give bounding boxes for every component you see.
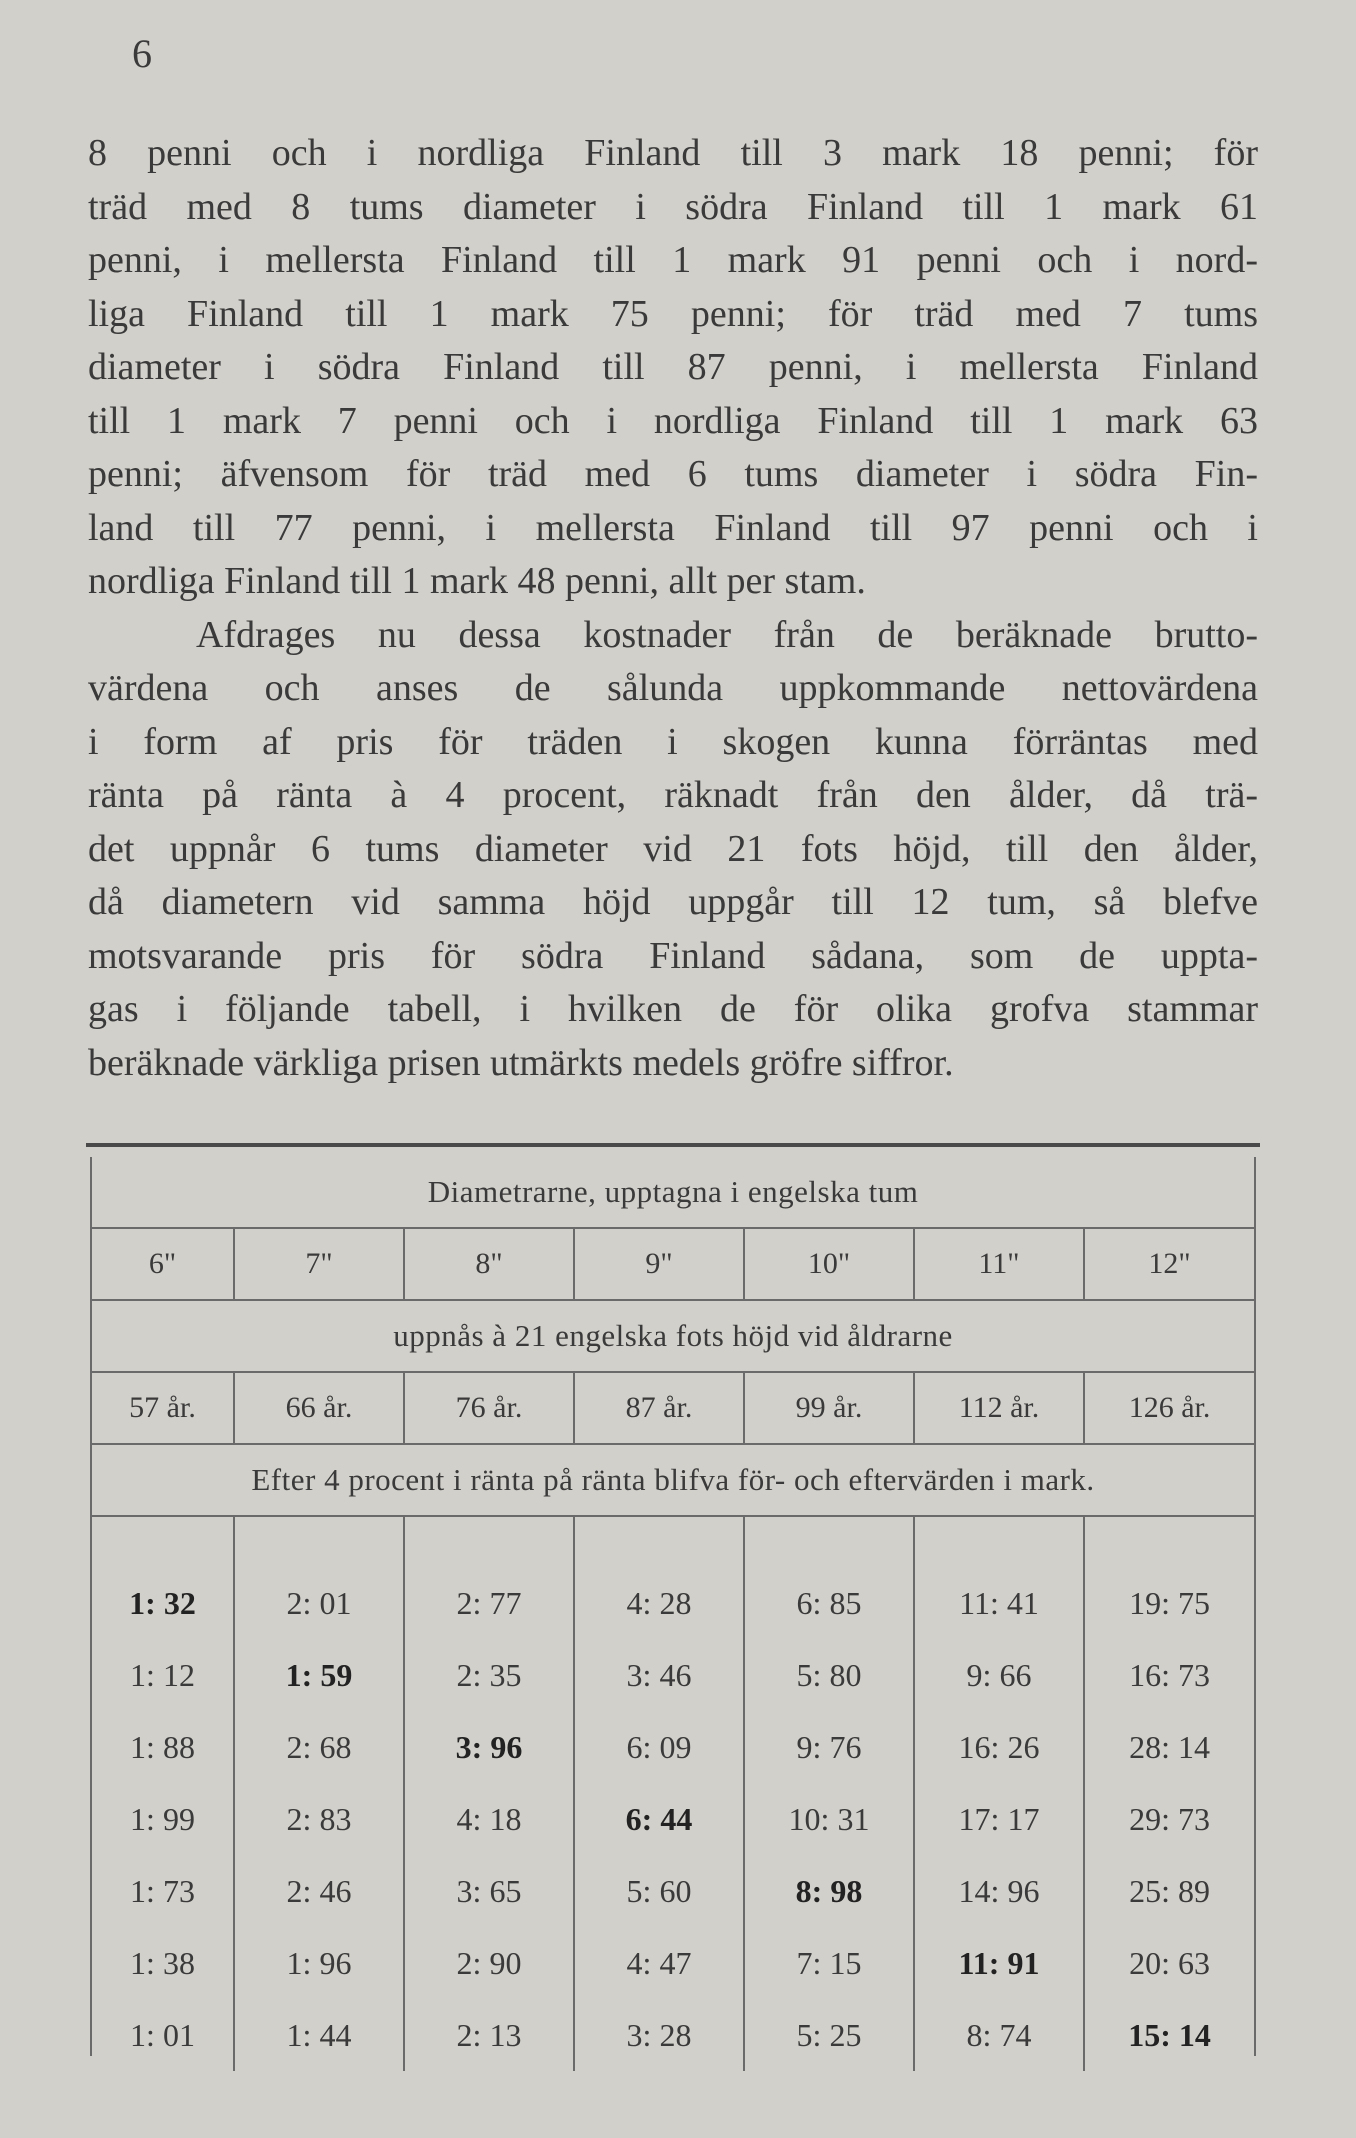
text-line: nordliga Finland till 1 mark 48 penni, allt per stam. [88, 560, 866, 602]
body-text [88, 127, 1258, 1090]
diameter-cell: 10" [744, 1228, 914, 1300]
value-cell: 11: 41 [914, 1516, 1084, 1639]
value-cell: 1: 32 [92, 1516, 234, 1639]
value-cell: 25: 89 [1129, 1872, 1210, 1909]
value-cell: 1: 38 [92, 1927, 234, 1999]
value-cell: 3: 65 [404, 1855, 574, 1927]
value-cell: 15: 14 [1128, 2016, 1211, 2053]
value-cell: 4: 28 [574, 1516, 744, 1639]
value-cell: 28: 14 [1129, 1728, 1210, 1765]
value-cell: 6: 09 [574, 1711, 744, 1783]
value-cell: 2: 90 [404, 1927, 574, 1999]
value-cell: 2: 77 [404, 1516, 574, 1639]
price-table-frame [90, 1157, 1256, 2056]
value-cell: 2: 01 [234, 1516, 404, 1639]
text-line: ränta på ränta à 4 procent, räknadt från den ålder, då trä- [88, 774, 1258, 816]
text-line: det uppnår 6 tums diameter vid 21 fots höjd, till den ålder, [88, 827, 1258, 870]
value-cell: 5: 80 [744, 1639, 914, 1711]
value-cell: 5: 60 [574, 1855, 744, 1927]
value-cell: 2: 35 [404, 1639, 574, 1711]
value-cell: 4: 18 [404, 1783, 574, 1855]
diameter-cell: 8" [404, 1228, 574, 1300]
text-line: beräknade värkliga prisen utmärkts medels gröfre siffror. [88, 1041, 954, 1084]
value-cell: 9: 76 [744, 1711, 914, 1783]
table-top-rule [86, 1143, 1260, 1147]
diameter-cell: 11" [914, 1228, 1084, 1300]
page-number: 6 [132, 31, 152, 76]
value-cell: 2: 68 [234, 1711, 404, 1783]
value-cell: 5: 25 [744, 1999, 914, 2071]
text-line: i form af pris för träden i skogen kunna förräntas med [88, 720, 1258, 763]
diameter-cell: 12" [1084, 1228, 1254, 1300]
value-cell: 3: 28 [574, 1999, 744, 2071]
table-row [92, 1783, 1254, 1855]
value-cell: 1: 01 [92, 1999, 234, 2071]
value-cell: 9: 66 [914, 1639, 1084, 1711]
text-line: penni; äfvensom för träd med 6 tums diameter i södra Fin- [88, 453, 1258, 495]
age-cell: 66 år. [234, 1372, 404, 1444]
value-cell: 3: 96 [404, 1711, 574, 1783]
value-cell: 16: 73 [1129, 1656, 1210, 1693]
age-cell: 76 år. [404, 1372, 574, 1444]
value-cell: 14: 96 [914, 1855, 1084, 1927]
value-cell: 20: 63 [1129, 1944, 1210, 1981]
price-table [92, 1157, 1254, 2071]
table-row [92, 1999, 1254, 2071]
value-cell: 1: 73 [92, 1855, 234, 1927]
table-row [92, 1516, 1254, 1639]
table-row [92, 1711, 1254, 1783]
value-cell: 11: 91 [914, 1927, 1084, 1999]
text-line: till 1 mark 7 penni och i nordliga Finland till 1 mark 63 [88, 399, 1258, 442]
value-cell: 2: 83 [234, 1783, 404, 1855]
value-cell: 8: 74 [914, 1999, 1084, 2071]
text-line: liga Finland till 1 mark 75 penni; för träd med 7 tums [88, 292, 1258, 335]
value-cell: 6: 44 [574, 1783, 744, 1855]
value-cell: 1: 88 [92, 1711, 234, 1783]
value-cell: 1: 12 [92, 1639, 234, 1711]
age-cell: 99 år. [744, 1372, 914, 1444]
table-row [92, 1927, 1254, 1999]
value-cell: 4: 47 [574, 1927, 744, 1999]
value-cell: 2: 13 [404, 1999, 574, 2071]
value-cell: 10: 31 [744, 1783, 914, 1855]
diameter-cell: 7" [234, 1228, 404, 1300]
value-cell: 1: 59 [234, 1639, 404, 1711]
diameters-header: Diametrarne, upptagna i engelska tum [92, 1157, 1254, 1228]
text-line-paragraph-start: Afdrages nu dessa kostnader från de beräknade brutto- [196, 613, 1258, 656]
value-cell: 8: 98 [744, 1855, 914, 1927]
text-line: värdena och anses de sålunda uppkommande nettovärdena [88, 667, 1258, 709]
values-header: Efter 4 procent i ränta på ränta blifva för- och eftervärden i mark. [92, 1444, 1254, 1516]
diameter-cell: 9" [574, 1228, 744, 1300]
value-cell: 7: 15 [744, 1927, 914, 1999]
value-cell: 1: 99 [92, 1783, 234, 1855]
text-line: land till 77 penni, i mellersta Finland till 97 penni och i [88, 506, 1258, 549]
value-cell: 19: 75 [1129, 1584, 1210, 1621]
value-cell: 3: 46 [574, 1639, 744, 1711]
text-line: penni, i mellersta Finland till 1 mark 91 penni och i nord- [88, 239, 1258, 281]
text-line: motsvarande pris för södra Finland sådana, som de uppta- [88, 934, 1258, 977]
value-cell: 2: 46 [234, 1855, 404, 1927]
age-cell: 126 år. [1084, 1372, 1254, 1444]
value-cell: 6: 85 [744, 1516, 914, 1639]
value-cell: 1: 44 [234, 1999, 404, 2071]
table-row [92, 1639, 1254, 1711]
diameter-cell: 6" [92, 1228, 234, 1300]
ages-header: uppnås à 21 engelska fots höjd vid åldrarne [92, 1300, 1254, 1372]
text-line: diameter i södra Finland till 87 penni, i mellersta Finland [88, 346, 1258, 388]
text-line: träd med 8 tums diameter i södra Finland till 1 mark 61 [88, 185, 1258, 228]
text-line: 8 penni och i nordliga Finland till 3 mark 18 penni; för [88, 132, 1258, 174]
value-cell: 17: 17 [914, 1783, 1084, 1855]
value-cell: 1: 96 [234, 1927, 404, 1999]
age-cell: 112 år. [914, 1372, 1084, 1444]
age-cell: 87 år. [574, 1372, 744, 1444]
text-line: då diametern vid samma höjd uppgår till 12 tum, så blefve [88, 881, 1258, 923]
value-cell: 16: 26 [914, 1711, 1084, 1783]
value-cell: 29: 73 [1129, 1800, 1210, 1837]
table-row [92, 1855, 1254, 1927]
age-cell: 57 år. [92, 1372, 234, 1444]
text-line: gas i följande tabell, i hvilken de för olika grofva stammar [88, 988, 1258, 1030]
